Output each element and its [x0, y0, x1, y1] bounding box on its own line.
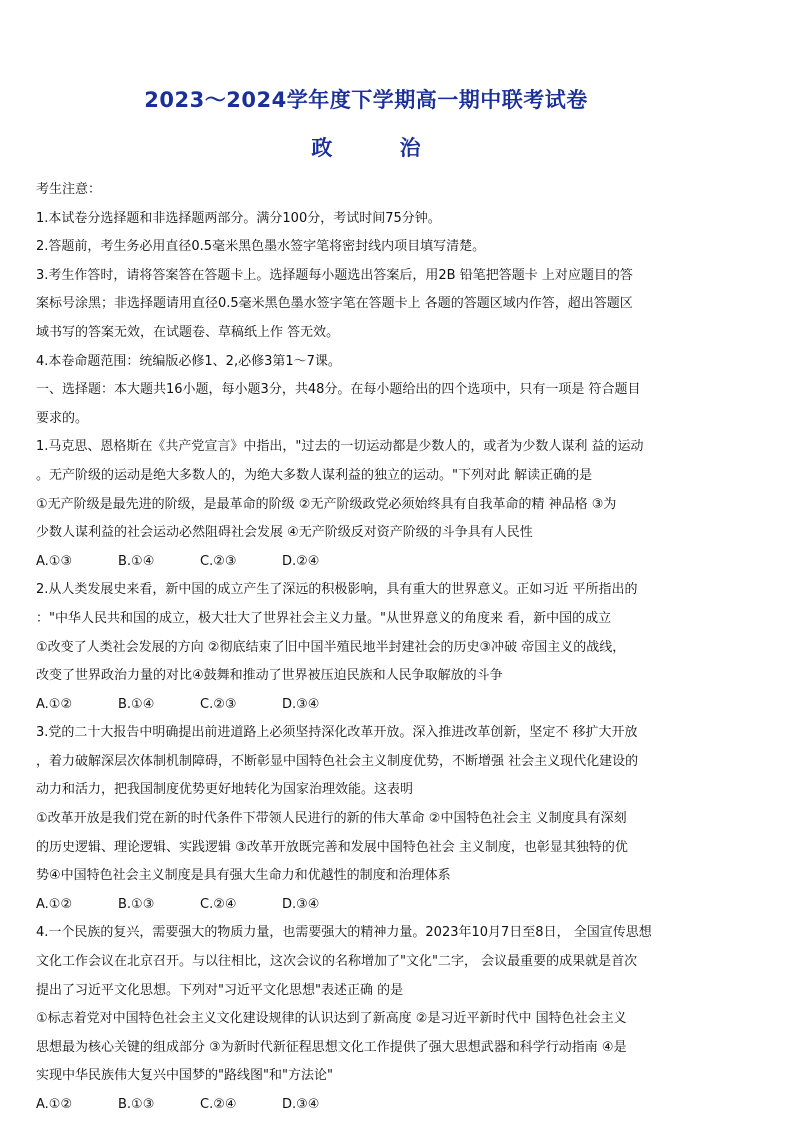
text-line: ①改变了人类社会发展的方向 ②彻底结束了旧中国半殖民地半封建社会的历史③冲破 帝国主义的战线， [36, 639, 626, 655]
page-title: 2023～2024学年度下学期高一期中联考试卷 [144, 88, 588, 112]
answer-option: D.③④ [282, 1097, 320, 1112]
text-line: 2.从人类发展史来看，新中国的成立产生了深远的积极影响，具有重大的世界意义。正如习近 平所指出的 [36, 582, 638, 598]
text-line: 域书写的答案无效，在试题卷、草稿纸上作 答无效。 [36, 324, 340, 340]
answer-options [36, 691, 696, 720]
answer-options [36, 548, 696, 577]
text-line: 3.党的二十大报告中明确提出前进道路上必须坚持深化改革开放。深入推进改革创新，坚定不 移扩大开放 [36, 725, 638, 741]
answer-option: C.②④ [200, 896, 237, 912]
answer-option: D.③④ [282, 896, 320, 912]
answer-option: A.①③ [36, 553, 73, 569]
text-line: 考生注意： [36, 182, 102, 197]
text-line: 文化工作会议在北京召开。与以往相比，这次会议的名称增加了"文化"二字， 会议最重要的成果就是首次 [36, 954, 638, 970]
answer-options [36, 1091, 696, 1120]
text-line: ，着力破解深层次体制机制障碍，不断彰显中国特色社会主义制度优势，不断增强 社会主义现代化建设的 [36, 753, 639, 769]
text-line: 4.本卷命题范围：统编版必修1、2,必修3第1～7课。 [36, 353, 341, 369]
answer-option: C.②③ [200, 553, 237, 569]
subject-title: 政 治 [311, 136, 451, 160]
answer-option: D.②④ [282, 553, 320, 569]
text-line: 1.马克思、恩格斯在《共产党宣言》中指出，"过去的一切运动都是少数人的，或者为少数人谋利 益的运动 [36, 439, 644, 455]
text-line: 提出了习近平文化思想。下列对"习近平文化思想"表述正确 的是 [36, 982, 404, 998]
text-line: 势④中国特色社会主义制度是具有强大生命力和优越性的制度和治理体系 [36, 868, 451, 884]
answer-option: C.②④ [200, 1097, 237, 1112]
text-line: 案标号涂黑；非选择题请用直径0.5毫米黑色墨水签字笔在答题卡上 各题的答题区域内作答，超出答题区 [36, 296, 633, 312]
text-line: 改变了世界政治力量的对比④鼓舞和推动了世界被压迫民族和人民争取解放的斗争 [36, 668, 503, 684]
text-line: 的历史逻辑、理论逻辑、实践逻辑 ③改革开放既完善和发展中国特色社会 主义制度，也彰显其独特的优 [36, 839, 628, 855]
text-line: 要求的。 [36, 410, 89, 426]
answer-options [36, 891, 696, 920]
answer-option: C.②③ [200, 696, 237, 712]
text-line: ："中华人民共和国的成立，极大壮大了世界社会主义力量。"从世界意义的角度来 看，新中国的成立 [36, 610, 612, 626]
text-line: 动力和活力，把我国制度优势更好地转化为国家治理效能。这表明 [36, 782, 414, 798]
answer-option: B.①③ [118, 1097, 155, 1112]
text-line: 实现中华民族伟大复兴中国梦的"路线图"和"方法论" [36, 1068, 333, 1084]
answer-option: D.③④ [282, 696, 320, 712]
answer-option: A.①② [36, 696, 73, 712]
text-line: ①改革开放是我们党在新的时代条件下带领人民进行的新的伟大革命 ②中国特色社会主 义制度具有深刻 [36, 811, 627, 827]
text-line: 1.本试卷分选择题和非选择题两部分。满分100分，考试时间75分钟。 [36, 210, 441, 226]
text-line: ①无产阶级是最先进的阶级，是最革命的阶级 ②无产阶级政党必须始终具有自我革命的精 神品格 ③为 [36, 496, 617, 512]
text-line: 4.一个民族的复兴，需要强大的物质力量，也需要强大的精神力量。2023年10月7日至8日， 全国宣传思想 [36, 925, 652, 941]
text-line: 3.考生作答时，请将答案答在答题卡上。选择题每小题选出答案后，用2B 铅笔把答题卡 上对应题目的答 [36, 267, 633, 283]
answer-option: A.①② [36, 1097, 73, 1112]
answer-option: B.①③ [118, 896, 155, 912]
exam-body [36, 176, 696, 1120]
text-line: ①标志着党对中国特色社会主义文化建设规律的认识达到了新高度 ②是习近平新时代中 国特色社会主义 [36, 1011, 627, 1027]
answer-option: B.①④ [118, 553, 155, 569]
text-line: 一、选择题：本大题共16小题，每小题3分，共48分。在每小题给出的四个选项中，只有一项是 符合题目 [36, 382, 641, 398]
text-line: 2.答题前，考生务必用直径0.5毫米黑色墨水签字笔将密封线内项目填写清楚。 [36, 239, 486, 255]
answer-option: B.①④ [118, 696, 155, 712]
text-line: 少数人谋利益的社会运动必然阻碍社会发展 ④无产阶级反对资产阶级的斗争具有人民性 [36, 525, 533, 541]
answer-option: A.①② [36, 896, 73, 912]
text-line: 。无产阶级的运动是绝大多数人的，为绝大多数人谋利益的独立的运动。"下列对此 解读正确的是 [36, 467, 593, 483]
text-line: 思想最为核心关键的组成部分 ③为新时代新征程思想文化工作提供了强大思想武器和科学行动指南 ④是 [36, 1039, 627, 1055]
